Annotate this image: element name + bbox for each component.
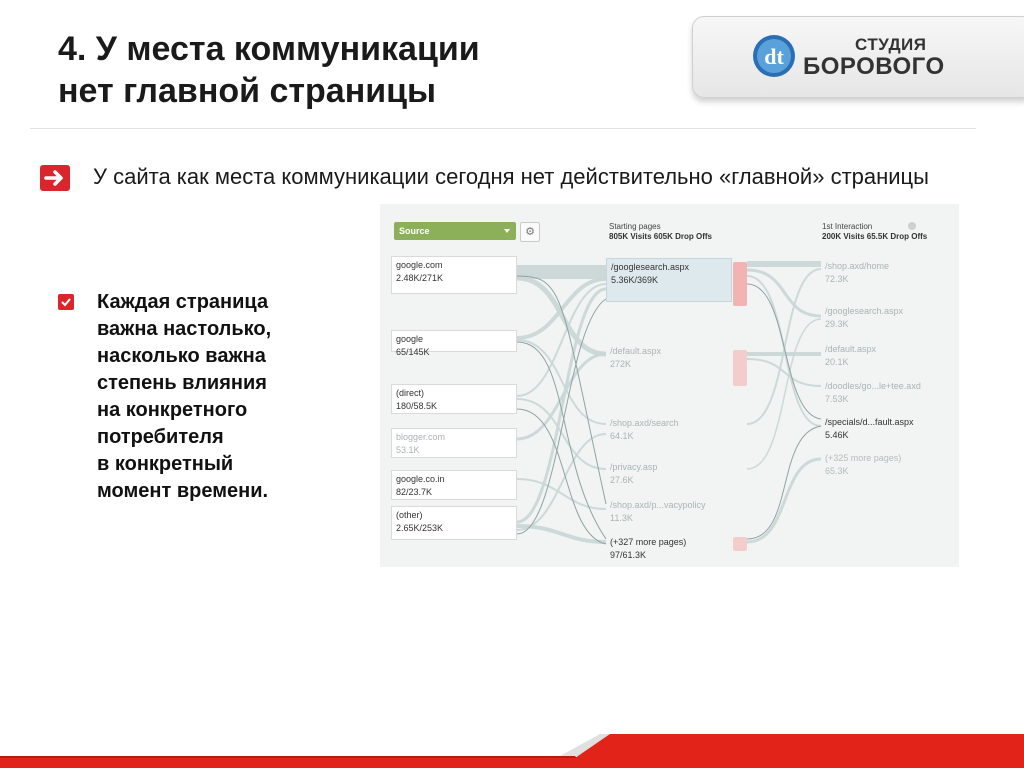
interaction-name: /specials/d...fault.aspx [825,417,914,427]
interaction-node[interactable] [821,341,947,371]
gear-icon[interactable]: ⚙ [520,222,540,242]
logo-mark-text: dt [764,44,784,69]
logo-line-1: СТУДИЯ [855,35,927,54]
interaction-title: 1st Interaction [822,222,873,231]
interaction-node[interactable] [821,378,947,408]
source-value: 2.65K/253K [396,523,444,533]
statement-line: в конкретный [97,453,234,475]
page-name: /googlesearch.aspx [611,262,690,272]
title-line-2: нет главной страницы [58,72,437,110]
interaction-name: (+325 more pages) [825,453,902,463]
interaction-node[interactable] [821,450,947,480]
drop-off-bar [733,537,747,551]
source-dropdown-label: Source [399,226,430,236]
intro-text: У сайта как места коммуникации сегодня нет действительно «главной» страницы [93,164,929,189]
statement-line: на конкретного [97,399,248,421]
title-line-1: 4. У места коммуникации [58,30,480,68]
source-dropdown[interactable] [394,222,516,240]
page-value: 5.36K/369K [611,275,659,285]
statement-line: момент времени. [97,480,269,502]
source-node[interactable] [391,506,517,540]
interaction-value: 65.3K [825,466,849,476]
source-value: 65/145K [396,347,430,357]
starting-page-node[interactable] [606,497,732,527]
source-node[interactable] [391,428,517,458]
interaction-value: 72.3K [825,274,849,284]
page-name: /shop.axd/p...vacypolicy [610,500,706,510]
source-name: (other) [396,510,423,520]
interaction-name: /doodles/go...le+tee.axd [825,381,921,391]
starting-pages-header [609,222,712,242]
source-name: google [396,334,424,344]
interaction-name: /googlesearch.aspx [825,306,904,316]
source-name: google.co.in [396,474,445,484]
starting-page-node[interactable] [606,459,732,489]
source-node[interactable] [391,330,517,357]
interaction-name: /default.aspx [825,344,877,354]
interaction-node[interactable] [821,303,947,333]
statement-line: насколько важна [97,345,266,367]
source-name: google.com [396,260,443,270]
starting-page-node[interactable] [606,415,732,445]
starting-page-node[interactable] [606,258,732,302]
interaction-value: 20.1K [825,357,849,367]
page-name: /default.aspx [610,346,662,356]
page-value: 27.6K [610,475,634,485]
statement-line: степень влияния [97,372,267,394]
interaction-stats: 200K Visits 65.5K Drop Offs [822,232,928,241]
source-value: 180/58.5K [396,401,438,411]
drop-off-bar [733,350,747,386]
source-node[interactable] [391,256,517,294]
page-value: 11.3K [610,513,633,523]
interaction-value: 7.53K [825,394,849,404]
starting-page-node[interactable] [606,534,732,564]
logo-mark-icon [751,33,797,79]
page-name: /privacy.asp [610,462,658,472]
red-arrow-icon [40,165,70,191]
source-value: 82/23.7K [396,487,433,497]
studio-logo [692,16,1024,98]
interaction-node[interactable] [821,414,947,444]
info-icon[interactable] [908,222,916,230]
page-value: 272K [610,359,632,369]
statement-line: важна настолько, [97,318,272,340]
drop-off-bar [733,262,747,306]
page-value: 64.1K [610,431,634,441]
source-value: 53.1K [396,445,420,455]
logo-line-2: БОРОВОГО [803,53,945,80]
source-name: blogger.com [396,432,446,442]
statement-line: потребителя [97,426,224,448]
interaction-value: 29.3K [825,319,849,329]
source-node[interactable] [391,384,517,414]
chevron-down-icon [504,229,510,233]
interaction-value: 5.46K [825,430,849,440]
interaction-name: /shop.axd/home [825,261,890,271]
source-value: 2.48K/271K [396,273,444,283]
statement-line: Каждая страница [97,291,269,313]
starting-pages-title: Starting pages [609,222,661,231]
slide-title [58,28,480,112]
checkbox-icon [58,294,74,310]
source-name: (direct) [396,388,425,398]
key-statement [97,289,271,505]
page-name: (+327 more pages) [610,537,687,547]
source-node[interactable] [391,470,517,500]
interaction-node[interactable] [821,258,947,288]
starting-page-node[interactable] [606,343,732,375]
footer-band [0,734,1024,768]
page-name: /shop.axd/search [610,418,679,428]
page-value: 97/61.3K [610,550,647,560]
title-divider [30,128,976,129]
starting-pages-stats: 805K Visits 605K Drop Offs [609,232,713,241]
